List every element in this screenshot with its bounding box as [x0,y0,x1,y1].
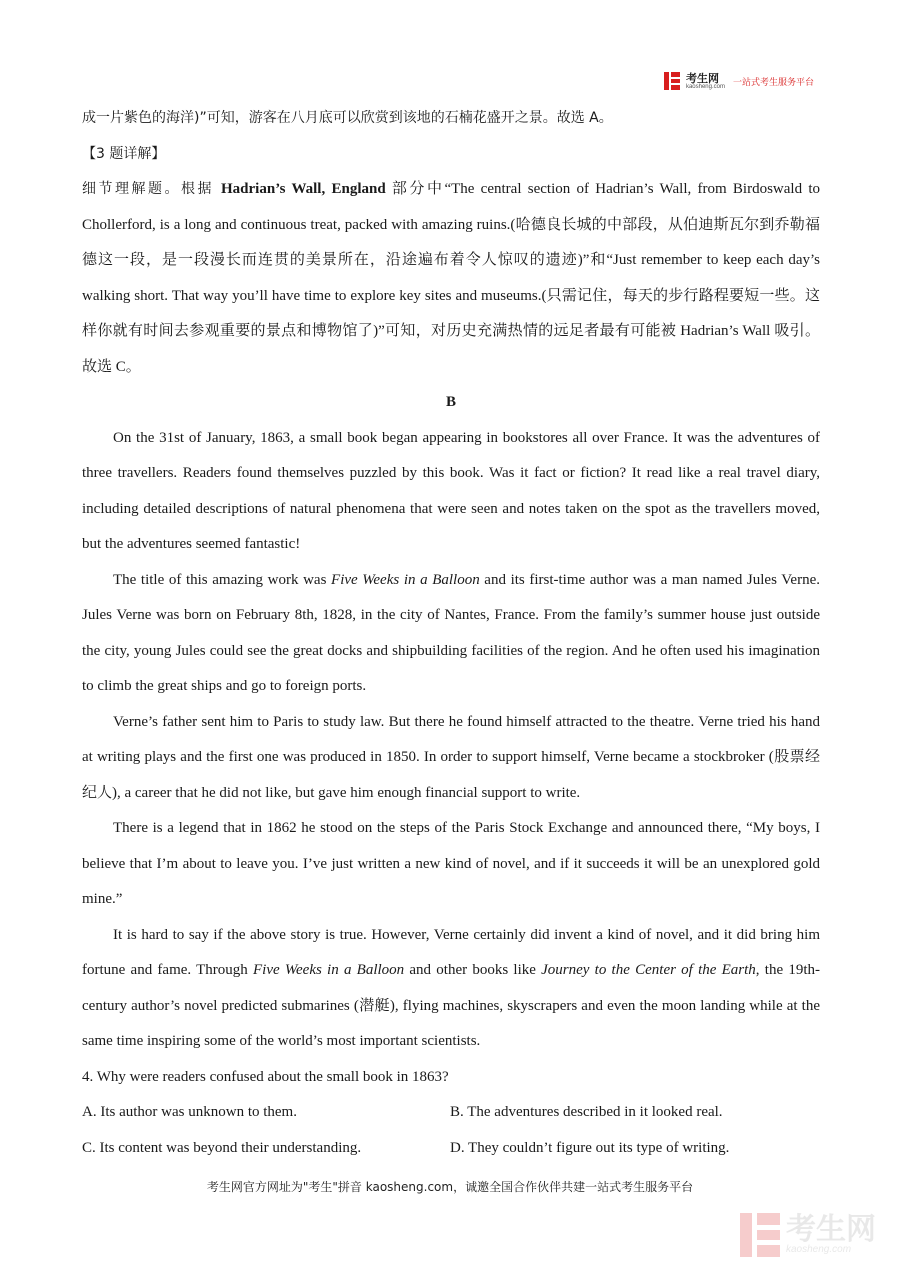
header-slogan: 一站式考生服务平台 [732,77,814,88]
answer-options [82,1095,820,1166]
paragraph-1: On the 31st of January, 1863, a small book began appearing in bookstores all over France. It was the adventures of three travellers. Readers found themselves puzzled by this book. Was it fact or fiction? It read like a real travel diary, including detailed descriptions of natural phenomena that were seen and notes taken on the spot as the travellers moved, but the adventures seemed fantastic! [82,429,820,552]
header-logo [664,72,814,90]
watermark-url: kaosheng.com [786,1244,852,1255]
paragraph-2: The title of this amazing work was Five Weeks in a Balloon and its first-time author was a man named Jules Verne. Jules Verne was born on February 8th, 1828, in the city of Nantes, France. From the family’s summer house just outside the city, young Jules could see the great docks and shipbuilding facilities of the region. And he often used his imagination to climb the great ships and go to foreign ports. [82,571,820,694]
footer-text: 考生网官方网址为"考生"拼音 kaosheng.com，诚邀全国合作伙伴共建一站式考生服务平台 [206,1180,694,1194]
paragraph-3: Verne’s father sent him to Paris to study law. But there he found himself attracted to the theatre. Verne tried his hand at writing plays and the first one was produced in 1850. In order to support himself, Verne became a stockbroker (股票经纪人), a career that he did not like, but gave him enough financial support to write. [82,713,820,801]
logo-url: kaosheng.com [685,83,725,90]
answer-line: 成一片紫色的海洋)”可知，游客在八月底可以欣赏到该地的石楠花盛开之景。故选 A。 [82,110,613,126]
book-title: Five Weeks in a Balloon [331,571,480,588]
q3-heading: 【3 题详解】 [82,145,166,162]
book-title: Journey to the Center of the Earth [541,962,756,978]
watermark-icon [740,1213,780,1257]
option-a: A. Its author was unknown to them. [82,1104,297,1120]
option-d: D. They couldn’t figure out its type of writing. [450,1139,730,1156]
q3-explanation: 细节理解题。根据 Hadrian’s Wall, England 部分中“The central section of Hadrian’s Wall, from Birdoswald to Chollerford, is a long and continuous treat, packed with amazing ruins.(哈德良长城的中部段，从伯迪斯瓦尔到乔勒福德这一段，是一段漫长而连贯的美景所在，沿途遍布着令人惊叹的遗迹)”和“Just remember to keep each day’s walking short. That way you’ll have time to explore key sites and museums.(只需记住，每天的步行路程要短一些。这样你就有时间去参观重要的景点和博物馆了)”可知，对历史充满热情的远足者最有可能被 Hadrian’s Wall 吸引。故选 C。 [82,181,820,375]
watermark-logo [740,1213,876,1257]
question-4: 4. Why were readers confused about the small book in 1863? [82,1068,449,1085]
logo-name: 考生网 [685,71,719,85]
option-b: B. The adventures described in it looked real. [450,1104,723,1120]
kaosheng-logo-icon [664,72,680,90]
option-c: C. Its content was beyond their understanding. [82,1139,362,1156]
book-title: Five Weeks in a Balloon [253,962,405,978]
document-body [82,101,820,1166]
paragraph-5: It is hard to say if the above story is true. However, Verne certainly did invent a kind of novel, and it did bring him fortune and fame. Through Five Weeks in a Balloon and other books like Journey to the Center of the Earth, the 19th-century author’s novel predicted submarines (潜艇), flying machines, skyscrapers and even the moon landing while at the same time inspiring some of the world’s most important scientists. [82,926,820,1049]
section-title: B [445,394,456,410]
hadrians-wall-bold: Hadrian’s Wall, England [221,181,386,197]
paragraph-4: There is a legend that in 1862 he stood on the steps of the Paris Stock Exchange and announced there, “My boys, I believe that I’m about to leave you. I’ve just written a new kind of novel, and if it succeeds it will be an unexplored gold mine.” [82,820,820,907]
watermark-name: 考生网 [786,1212,876,1247]
